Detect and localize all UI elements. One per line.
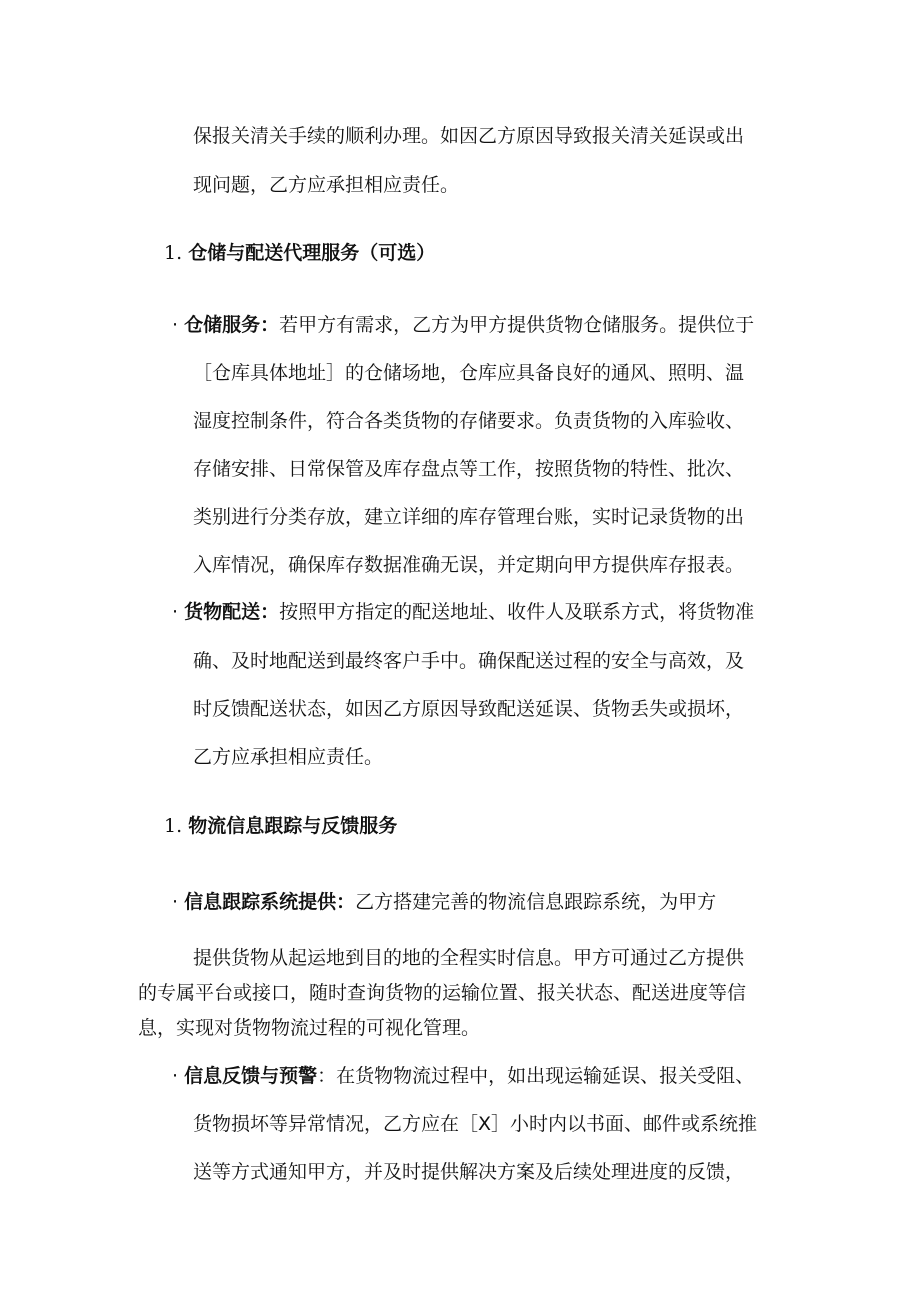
bullet-dot: · <box>172 601 179 623</box>
paragraph-line: 湿度控制条件，符合各类货物的存储要求。负责货物的入库验收、 <box>193 410 745 432</box>
paragraph-line: 现问题，乙方应承担相应责任。 <box>193 174 460 196</box>
bullet-dot: · <box>172 1065 179 1087</box>
item-label: 信息跟踪系统提供： <box>184 891 356 913</box>
item-text: 乙方搭建完善的物流信息跟踪系统，为甲方 <box>355 891 717 913</box>
paragraph-line: 入库情况，确保库存数据准确无误，并定期向甲方提供库存报表。 <box>193 554 745 576</box>
section-heading-tracking <box>164 814 397 838</box>
bullet-dot: · <box>172 314 179 336</box>
bullet-item-warehouse <box>172 313 754 337</box>
paragraph-line: 息，实现对货物物流过程的可视化管理。 <box>138 1017 481 1039</box>
section-heading-warehouse <box>164 241 435 265</box>
item-text: ：在货物物流过程中，如出现运输延误、报关受阻、 <box>317 1065 755 1087</box>
paragraph-line: 时反馈配送状态，如因乙方原因导致配送延误、货物丢失或损坏， <box>193 698 745 720</box>
paragraph-line: 保报关清关手续的顺利办理。如因乙方原因导致报关清关延误或出 <box>193 125 745 147</box>
bullet-item-tracking <box>172 890 716 914</box>
paragraph-line: 乙方应承担相应责任。 <box>193 746 384 768</box>
paragraph-line: 存储安排、日常保管及库存盘点等工作，按照货物的特性、批次、 <box>193 458 745 480</box>
item-text: 按照甲方指定的配送地址、收件人及联系方式，将货物准 <box>279 601 755 623</box>
bullet-item-feedback <box>172 1064 754 1088</box>
section-number: 1. <box>164 815 183 837</box>
paragraph-line: 确、及时地配送到最终客户手中。确保配送过程的安全与高效，及 <box>193 650 745 672</box>
paragraph-line: 货物损坏等异常情况，乙方应在［X］小时内以书面、邮件或系统推 <box>193 1113 758 1135</box>
item-label: 货物配送： <box>184 601 280 623</box>
paragraph-line: 的专属平台或接口，随时查询货物的运输位置、报关状态、配送进度等信 <box>138 982 747 1004</box>
item-label: 信息反馈与预警 <box>184 1065 318 1087</box>
bullet-dot: · <box>172 891 179 913</box>
item-text: 若甲方有需求，乙方为甲方提供货物仓储服务。提供位于 <box>279 314 755 336</box>
item-label: 仓储服务： <box>184 314 280 336</box>
paragraph-line: 提供货物从起运地到目的地的全程实时信息。甲方可通过乙方提供 <box>193 947 745 969</box>
bullet-item-delivery <box>172 600 754 624</box>
paragraph-line: 送等方式通知甲方，并及时提供解决方案及后续处理进度的反馈， <box>193 1161 745 1183</box>
paragraph-line: 类别进行分类存放，建立详细的库存管理台账，实时记录货物的出 <box>193 506 745 528</box>
section-title: 物流信息跟踪与反馈服务 <box>188 815 398 837</box>
section-number: 1. <box>164 242 183 264</box>
section-title: 仓储与配送代理服务（可选） <box>188 242 436 264</box>
paragraph-line: ［仓库具体地址］的仓储场地，仓库应具备良好的通风、照明、温 <box>193 362 745 384</box>
